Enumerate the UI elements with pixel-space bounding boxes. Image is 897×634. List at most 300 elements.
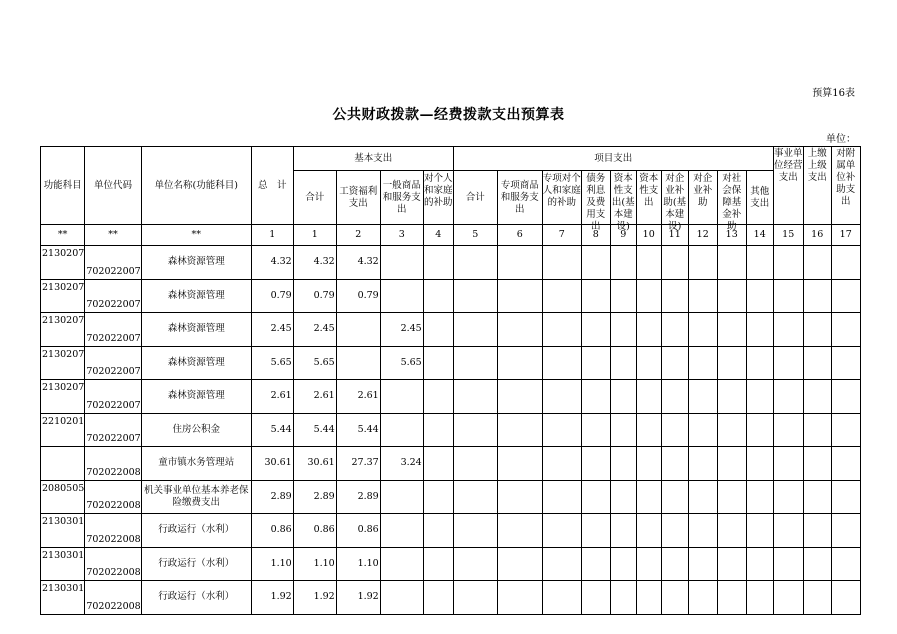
empty-cell (610, 380, 636, 414)
seq-cell: 13 (717, 225, 746, 246)
empty-cell (581, 547, 610, 581)
total-cell: 1.10 (251, 547, 293, 581)
empty-cell (661, 581, 688, 615)
empty-cell (581, 447, 610, 481)
salary-cell: 5.44 (336, 413, 380, 447)
empty-cell (581, 581, 610, 615)
empty-cell (746, 313, 773, 347)
empty-cell (803, 413, 831, 447)
empty-cell (746, 246, 773, 280)
empty-cell (497, 547, 542, 581)
basic-total-cell: 5.44 (293, 413, 336, 447)
func-code-cell: 2130207 (41, 279, 85, 313)
empty-cell (581, 380, 610, 414)
empty-cell (453, 547, 497, 581)
goods-services-cell: 2.45 (380, 313, 423, 347)
empty-cell (688, 514, 717, 548)
empty-cell (610, 346, 636, 380)
sequence-row (41, 225, 861, 246)
empty-cell (661, 547, 688, 581)
empty-cell (773, 447, 803, 481)
seq-cell: 4 (423, 225, 453, 246)
empty-cell (746, 581, 773, 615)
table-row (41, 380, 861, 414)
unit-label: 单位： (826, 134, 856, 145)
empty-cell (453, 514, 497, 548)
header-enterprise-subsidy-text: 对企业补助 (693, 172, 713, 208)
empty-cell (717, 413, 746, 447)
empty-cell (831, 346, 860, 380)
empty-cell (803, 246, 831, 280)
header-unit-code: 单位代码 (85, 147, 141, 225)
empty-cell (581, 480, 610, 514)
empty-cell (688, 547, 717, 581)
empty-cell (773, 514, 803, 548)
empty-cell (661, 346, 688, 380)
func-code-cell: 2210201 (41, 413, 85, 447)
salary-cell (336, 313, 380, 347)
empty-cell (803, 514, 831, 548)
empty-cell (773, 380, 803, 414)
empty-cell (661, 480, 688, 514)
empty-cell (803, 380, 831, 414)
func-code-cell: 2130207 (41, 380, 85, 414)
empty-cell (581, 313, 610, 347)
header-proj-individual-text: 专项对个人和家庭的补助 (542, 172, 581, 208)
header-enterprise-infra-text: 对企业补助(基本建设) (663, 172, 687, 232)
goods-services-cell (380, 547, 423, 581)
empty-cell (831, 279, 860, 313)
empty-cell (661, 313, 688, 347)
header-goods-services: 一般商品和服务支出 (380, 171, 423, 225)
empty-cell (831, 581, 860, 615)
empty-cell (542, 447, 581, 481)
empty-cell (831, 246, 860, 280)
header-capital-text: 资本性支出 (639, 172, 659, 208)
empty-cell (581, 346, 610, 380)
unit-code-cell: 702022008 (85, 514, 141, 548)
goods-services-cell (380, 480, 423, 514)
empty-cell (688, 447, 717, 481)
empty-cell (661, 447, 688, 481)
empty-cell (831, 514, 860, 548)
header-institution-operating (773, 147, 803, 225)
goods-services-cell (380, 279, 423, 313)
empty-cell (717, 480, 746, 514)
seq-cell: 2 (336, 225, 380, 246)
empty-cell (423, 514, 453, 548)
empty-cell (497, 380, 542, 414)
empty-cell (661, 413, 688, 447)
empty-cell (831, 413, 860, 447)
empty-cell (803, 447, 831, 481)
unit-name-cell: 森林资源管理 (141, 380, 251, 414)
empty-cell (423, 581, 453, 615)
seq-cell: 8 (581, 225, 610, 246)
empty-cell (610, 279, 636, 313)
unit-code-cell: 702022007 (85, 346, 141, 380)
header-enterprise-subsidy (688, 171, 717, 225)
header-salary: 工资福利支出 (336, 171, 380, 225)
unit-code-cell: 702022007 (85, 246, 141, 280)
seq-cell: 17 (831, 225, 860, 246)
empty-cell (497, 279, 542, 313)
empty-cell (746, 346, 773, 380)
total-cell: 2.61 (251, 380, 293, 414)
empty-cell (610, 514, 636, 548)
seq-cell: 15 (773, 225, 803, 246)
func-code-cell: 2130207 (41, 246, 85, 280)
empty-cell (688, 279, 717, 313)
header-social-security-text: 对社会保障基金补助 (722, 172, 742, 232)
empty-cell (831, 447, 860, 481)
empty-cell (803, 581, 831, 615)
empty-cell (497, 480, 542, 514)
empty-cell (542, 380, 581, 414)
total-cell: 2.89 (251, 480, 293, 514)
seq-cell: 6 (497, 225, 542, 246)
func-code-cell (41, 447, 85, 481)
empty-cell (717, 313, 746, 347)
func-code-cell: 2130301 (41, 547, 85, 581)
empty-cell (610, 547, 636, 581)
empty-cell (636, 514, 661, 548)
empty-cell (497, 246, 542, 280)
seq-cell: 12 (688, 225, 717, 246)
empty-cell (661, 246, 688, 280)
total-cell: 5.44 (251, 413, 293, 447)
empty-cell (423, 413, 453, 447)
goods-services-cell (380, 413, 423, 447)
empty-cell (717, 547, 746, 581)
empty-cell (661, 514, 688, 548)
seq-cell: ** (141, 225, 251, 246)
empty-cell (610, 313, 636, 347)
basic-total-cell: 30.61 (293, 447, 336, 481)
empty-cell (453, 581, 497, 615)
empty-cell (423, 447, 453, 481)
empty-cell (423, 480, 453, 514)
salary-cell: 2.61 (336, 380, 380, 414)
seq-cell: 11 (661, 225, 688, 246)
empty-cell (497, 413, 542, 447)
unit-name-cell: 森林资源管理 (141, 279, 251, 313)
empty-cell (746, 480, 773, 514)
empty-cell (423, 246, 453, 280)
header-debt-interest-text: 债务利息及费用支出 (586, 172, 606, 232)
table-row (41, 413, 861, 447)
empty-cell (688, 413, 717, 447)
basic-total-cell: 5.65 (293, 346, 336, 380)
header-individual-family-text: 对个人和家庭的补助 (423, 172, 453, 208)
empty-cell (497, 514, 542, 548)
salary-cell: 0.79 (336, 279, 380, 313)
goods-services-cell (380, 380, 423, 414)
empty-cell (610, 447, 636, 481)
table-number-note: 预算16表 (812, 88, 855, 99)
unit-code-cell: 702022008 (85, 547, 141, 581)
empty-cell (453, 380, 497, 414)
header-debt-interest (581, 171, 610, 232)
empty-cell (717, 514, 746, 548)
unit-code-cell: 702022008 (85, 480, 141, 514)
empty-cell (610, 581, 636, 615)
salary-cell: 1.10 (336, 547, 380, 581)
table-row (41, 514, 861, 548)
empty-cell (453, 413, 497, 447)
empty-cell (636, 279, 661, 313)
empty-cell (688, 246, 717, 280)
unit-code-cell: 702022008 (85, 581, 141, 615)
empty-cell (542, 313, 581, 347)
salary-cell: 1.92 (336, 581, 380, 615)
empty-cell (542, 514, 581, 548)
salary-cell: 27.37 (336, 447, 380, 481)
empty-cell (497, 346, 542, 380)
empty-cell (453, 313, 497, 347)
empty-cell (661, 279, 688, 313)
empty-cell (746, 547, 773, 581)
basic-total-cell: 1.92 (293, 581, 336, 615)
empty-cell (717, 447, 746, 481)
empty-cell (831, 313, 860, 347)
empty-cell (636, 346, 661, 380)
total-cell: 0.79 (251, 279, 293, 313)
unit-name-cell: 机关事业单位基本养老保险缴费支出 (141, 480, 251, 514)
total-cell: 0.86 (251, 514, 293, 548)
header-affiliated-subsidy (831, 147, 860, 225)
empty-cell (717, 246, 746, 280)
header-proj-goods: 专项商品和服务支出 (497, 171, 542, 225)
empty-cell (636, 447, 661, 481)
empty-cell (453, 279, 497, 313)
header-affiliated-subsidy-text: 对附属单位补助支出 (836, 147, 856, 207)
empty-cell (773, 480, 803, 514)
header-other: 其他支出 (746, 171, 773, 225)
basic-total-cell: 2.45 (293, 313, 336, 347)
seq-cell: 1 (293, 225, 336, 246)
empty-cell (423, 346, 453, 380)
total-cell: 4.32 (251, 246, 293, 280)
empty-cell (773, 581, 803, 615)
empty-cell (423, 380, 453, 414)
table-body (41, 246, 861, 615)
empty-cell (803, 480, 831, 514)
seq-cell: 14 (746, 225, 773, 246)
seq-cell: 1 (251, 225, 293, 246)
empty-cell (717, 581, 746, 615)
empty-cell (803, 346, 831, 380)
empty-cell (581, 246, 610, 280)
total-cell: 5.65 (251, 346, 293, 380)
unit-name-cell: 森林资源管理 (141, 246, 251, 280)
header-total: 总 计 (251, 147, 293, 225)
unit-name-cell: 行政运行（水利） (141, 581, 251, 615)
header-proj-individual (542, 171, 581, 225)
func-code-cell: 2130207 (41, 346, 85, 380)
empty-cell (542, 346, 581, 380)
basic-total-cell: 4.32 (293, 246, 336, 280)
empty-cell (803, 313, 831, 347)
empty-cell (423, 547, 453, 581)
header-enterprise-infra (661, 171, 688, 232)
empty-cell (542, 547, 581, 581)
empty-cell (831, 547, 860, 581)
empty-cell (497, 447, 542, 481)
empty-cell (803, 279, 831, 313)
basic-total-cell: 2.89 (293, 480, 336, 514)
header-func-subject: 功能科目 (41, 147, 85, 225)
empty-cell (746, 279, 773, 313)
header-proj-total: 合计 (453, 171, 497, 225)
func-code-cell: 2080505 (41, 480, 85, 514)
header-unit-name: 单位名称(功能科目) (141, 147, 251, 225)
total-cell: 2.45 (251, 313, 293, 347)
total-cell: 1.92 (251, 581, 293, 615)
empty-cell (423, 279, 453, 313)
unit-code-cell: 702022007 (85, 413, 141, 447)
table-row (41, 480, 861, 514)
empty-cell (453, 346, 497, 380)
empty-cell (717, 380, 746, 414)
empty-cell (610, 246, 636, 280)
empty-cell (636, 413, 661, 447)
empty-cell (717, 279, 746, 313)
goods-services-cell: 5.65 (380, 346, 423, 380)
goods-services-cell (380, 246, 423, 280)
unit-name-cell: 行政运行（水利） (141, 547, 251, 581)
header-social-security (717, 171, 746, 232)
empty-cell (688, 581, 717, 615)
empty-cell (773, 547, 803, 581)
empty-cell (610, 480, 636, 514)
empty-cell (581, 413, 610, 447)
salary-cell: 4.32 (336, 246, 380, 280)
empty-cell (542, 246, 581, 280)
basic-total-cell: 0.79 (293, 279, 336, 313)
empty-cell (773, 413, 803, 447)
table-row (41, 547, 861, 581)
empty-cell (610, 413, 636, 447)
empty-cell (636, 313, 661, 347)
empty-cell (636, 246, 661, 280)
table-row (41, 581, 861, 615)
table-row (41, 279, 861, 313)
empty-cell (453, 246, 497, 280)
header-basic-group: 基本支出 (293, 147, 453, 171)
unit-name-cell: 童市镇水务管理站 (141, 447, 251, 481)
empty-cell (453, 480, 497, 514)
empty-cell (581, 279, 610, 313)
basic-total-cell: 2.61 (293, 380, 336, 414)
table-row (41, 313, 861, 347)
empty-cell (453, 447, 497, 481)
empty-cell (746, 413, 773, 447)
unit-name-cell: 森林资源管理 (141, 346, 251, 380)
empty-cell (636, 581, 661, 615)
header-basic-total: 合计 (293, 171, 336, 225)
empty-cell (688, 380, 717, 414)
seq-cell: 16 (803, 225, 831, 246)
empty-cell (542, 279, 581, 313)
seq-cell: ** (85, 225, 141, 246)
empty-cell (831, 380, 860, 414)
empty-cell (542, 581, 581, 615)
seq-cell: 7 (542, 225, 581, 246)
empty-cell (497, 313, 542, 347)
empty-cell (803, 547, 831, 581)
basic-total-cell: 1.10 (293, 547, 336, 581)
unit-name-cell: 森林资源管理 (141, 313, 251, 347)
empty-cell (773, 279, 803, 313)
seq-cell: 9 (610, 225, 636, 246)
func-code-cell: 2130301 (41, 514, 85, 548)
header-capital-infra-text: 资本性支出(基本建设) (611, 172, 635, 232)
empty-cell (831, 480, 860, 514)
empty-cell (581, 514, 610, 548)
unit-code-cell: 702022007 (85, 380, 141, 414)
table-row (41, 246, 861, 280)
empty-cell (746, 514, 773, 548)
total-cell: 30.61 (251, 447, 293, 481)
seq-cell: 5 (453, 225, 497, 246)
empty-cell (542, 413, 581, 447)
page-title: 公共财政拨款—经费拨款支出预算表 (332, 107, 565, 123)
empty-cell (636, 480, 661, 514)
unit-code-cell: 702022007 (85, 313, 141, 347)
empty-cell (688, 346, 717, 380)
empty-cell (636, 547, 661, 581)
goods-services-cell (380, 514, 423, 548)
header-institution-operating-text: 事业单位经营支出 (773, 147, 803, 183)
empty-cell (636, 380, 661, 414)
unit-code-cell: 702022007 (85, 279, 141, 313)
salary-cell: 0.86 (336, 514, 380, 548)
empty-cell (773, 246, 803, 280)
basic-total-cell: 0.86 (293, 514, 336, 548)
empty-cell (746, 447, 773, 481)
empty-cell (661, 380, 688, 414)
header-upper-payment-text: 上缴上级支出 (807, 147, 827, 183)
header-project-group: 项目支出 (453, 147, 773, 171)
table-row (41, 346, 861, 380)
seq-cell: 10 (636, 225, 661, 246)
budget-table (40, 146, 861, 615)
header-individual-family (423, 171, 453, 225)
empty-cell (717, 346, 746, 380)
unit-name-cell: 住房公积金 (141, 413, 251, 447)
empty-cell (688, 480, 717, 514)
header-capital (636, 171, 661, 225)
goods-services-cell: 3.24 (380, 447, 423, 481)
header-capital-infra (610, 171, 636, 232)
empty-cell (746, 380, 773, 414)
seq-cell: 3 (380, 225, 423, 246)
empty-cell (423, 313, 453, 347)
empty-cell (773, 313, 803, 347)
seq-cell: ** (41, 225, 85, 246)
empty-cell (773, 346, 803, 380)
goods-services-cell (380, 581, 423, 615)
salary-cell (336, 346, 380, 380)
empty-cell (542, 480, 581, 514)
func-code-cell: 2130301 (41, 581, 85, 615)
salary-cell: 2.89 (336, 480, 380, 514)
unit-code-cell: 702022008 (85, 447, 141, 481)
unit-name-cell: 行政运行（水利） (141, 514, 251, 548)
empty-cell (497, 581, 542, 615)
table-row (41, 447, 861, 481)
